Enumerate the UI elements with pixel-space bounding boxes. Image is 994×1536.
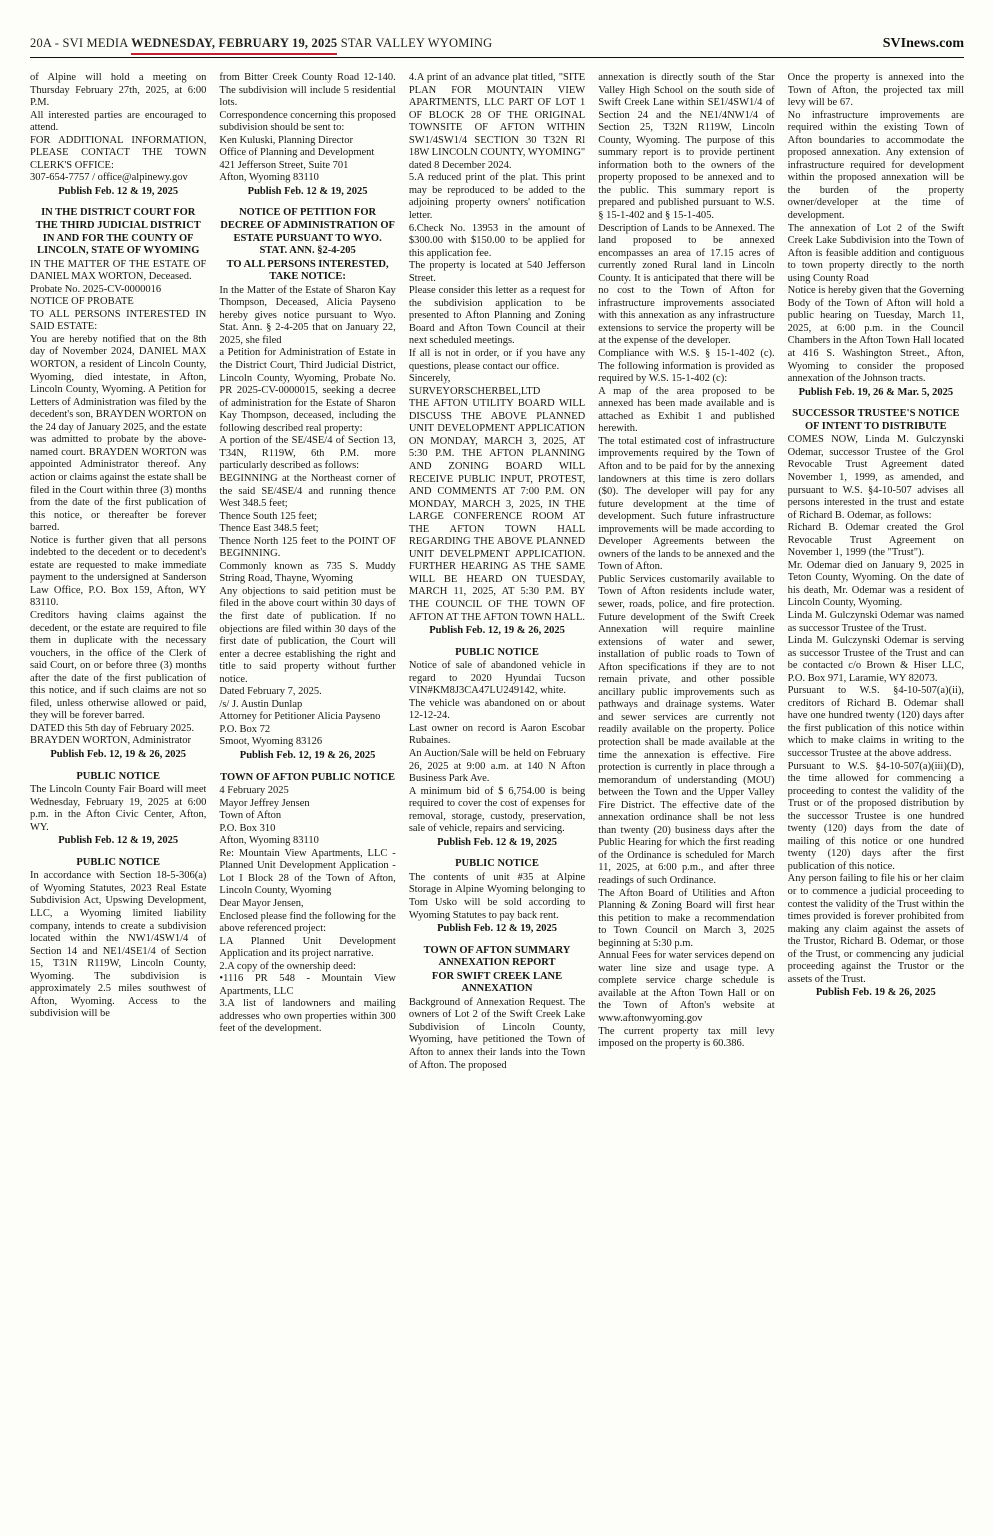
notice-paragraph: Annual Fees for water services depend on water line size and usage type. A complete service charge schedule is available at the Afton Town Hall or on the Town of Afton's website at www.aftonwyoming.gov [598,950,775,1025]
notice-paragraph: TO ALL PERSONS INTERESTED IN SAID ESTATE: [30,308,207,333]
news-column-1 [30,72,206,1490]
publish-line: Publish Feb. 12, 19 & 26, 2025 [50,748,187,760]
news-column-2 [219,72,395,1490]
notice-paragraph: Town of Afton [219,810,282,822]
website-label: SVInews.com [882,36,964,51]
notice-paragraph: The contents of unit #35 at Alpine Storage in Alpine Wyoming belonging to Tom Usko will be sold according to Wyoming Statutes to pay back rent. [408,871,586,921]
publish-line: Publish Feb. 12 & 19, 2025 [58,185,179,197]
notice-paragraph: a Petition for Administration of Estate in the District Court, Third Judicial District, Lincoln County, Wyoming, Probate No. PR 2025-CV-0000015, seeking a decree of administration for the Estate of Sharon Kay Thompson, deceased, including the following described real property: [219,347,396,434]
notice-paragraph: You are hereby notified that on the 8th day of November 2024, DANIEL MAX WORTON, a resident of Lincoln County, Wyoming, died intestate, in Afton, Lincoln County, Wyoming. A Petition for Letters of Administration was filed by the decedent's son, BRAYDEN WORTON on the 24 day of January 2025, and the estate was admitted to probate by the above- named court. BRAYDEN WORTON was appointed Administrator thereof. Any action or claims against the estate shall be filed in the Court within three (3) months from the date of the first publication of this notice, or thereafter be forever barred. [30,333,207,534]
notice-paragraph: Thence North 125 feet to the POINT OF BEGINNING. [219,535,396,560]
notice-paragraph: Creditors having claims against the decedent, or the estate are required to file them in duplicate with the necessary vouchers, in the office of the Clerk of said Court, on or before three (3) months after the date of the first publication of this notice, and if such claims are not so filed, unless otherwise allowed or paid, they will be forever barred. [30,609,207,722]
page-header [0,0,994,57]
notice-paragraph: 3.A list of landowners and mailing addresses who own properties within 300 feet of the development. [219,998,396,1035]
notice-paragraph: Probate No. 2025-CV-0000016 [30,283,162,295]
notice-paragraph: The annexation of Lot 2 of the Swift Creek Lake Subdivision into the Town of Afton is feasible addition and contiguous to town property directly to the north using County Road [787,222,965,284]
notice-paragraph: Afton, Wyoming 83110 [219,172,319,184]
issue-date: WEDNESDAY, FEBRUARY 19, 2025 [131,36,337,55]
publish-line: Publish Feb. 12 & 19, 2025 [247,185,368,197]
notice-paragraph: Background of Annexation Request. The owners of Lot 2 of the Swift Creek Lake Subdivision of Lincoln County, Wyoming, have petitioned the Town of Afton to annex their lands into the Town of Afton. The proposed [408,996,586,1071]
notice-paragraph: Mr. Odemar died on January 9, 2025 in Teton County, Wyoming. On the date of his death, Mr. Odemar was a resident of Lincoln County, Wyoming. [787,559,965,609]
notice-paragraph: annexation is directly south of the Star Valley High School on the south side of Swift Creek Lane within SE1/4SW1/4 of Section 24 and the NE1/4NW1/4 of Section 25, T32N R119W, Lincoln County, Wyoming. The purpose of this summary report is to provide pertinent information both to the owners of the property proposed to be annexed and to the public. This summary report is prepared and published pursuant to W.S. § 15-1-402 and § 15-1-405. [598,72,775,222]
region-label: STAR VALLEY WYOMING [337,36,493,50]
notice-paragraph: The property is located at 540 Jefferson Street. [408,260,586,284]
notice-paragraph: In accordance with Section 18-5-306(a) of Wyoming Statutes, 2023 Real Estate Subdivision Act, Upswing Development, LLC, a Wyoming limited liability company, intends to create a subdivision located within the NW1/4SW1/4 of Section 14 and NE1/4SE1/4 of Section 15, T31N R119W, Lincoln County, Wyoming. The subdivision is approximately 2.5 miles southwest of Afton, Wyoming. Access to the subdivision will be [30,870,207,1020]
publish-line: Publish Feb. 12 & 19, 2025 [437,836,557,848]
notice-heading: TO ALL PERSONS INTERESTED, TAKE NOTICE: [226,258,389,283]
notice-paragraph: Pursuant to W.S. §4-10-507(a)(ii), creditors of Richard B. Odemar shall have one hundred twenty (120) days after the first publication of this notice within which to make claims in writing to the successor Trustee at the above address. [787,685,965,759]
notice-paragraph: P.O. Box 310 [219,822,276,834]
notice-paragraph: Thence South 125 feet; [219,510,318,522]
notice-paragraph: A map of the area proposed to be annexed has been made available and is attached as Exhibit 1 and published herewith. [598,385,775,435]
notice-paragraph: Attorney for Petitioner Alicia Payseno [219,711,381,723]
legal-notices-columns [0,58,994,1490]
notice-paragraph: Compliance with W.S. § 15-1-402 (c). The following information is provided as required by W.S. 15-1-402 (c): [598,348,775,385]
notice-paragraph: A portion of the SE/4SE/4 of Section 13, T34N, R119W, 6th P.M. more particularly described as follows: [219,435,396,472]
notice-heading: TOWN OF AFTON PUBLIC NOTICE [220,771,396,783]
notice-paragraph: Please consider this letter as a request for the subdivision application to be presented to Afton Planning and Zoning Board and Afton Town Council at their next scheduled meetings. [408,285,586,347]
notice-paragraph: NOTICE OF PROBATE [30,296,134,308]
notice-paragraph: of Alpine will hold a meeting on Thursday February 27th, 2025, at 6:00 P.M. [30,72,207,109]
notice-paragraph: •1116 PR 548 - Mountain View Apartments, LLC [219,973,396,997]
publish-line: Publish Feb. 12, 19 & 26, 2025 [239,749,376,761]
notice-paragraph: 5.A reduced print of the plat. This print may be reproduced to be added to the adjoining property owners' notification letter. [408,172,586,222]
notice-paragraph: Richard B. Odemar created the Grol Revocable Trust Agreement on November 1, 1999 (the "Trust"). [787,522,965,559]
notice-paragraph: The current property tax mill levy imposed on the property is 60.386. [598,1025,775,1050]
notice-paragraph: from Bitter Creek County Road 12-140. The subdivision will include 5 residential lots. [219,72,396,109]
news-column-5 [788,72,964,1490]
notice-paragraph: BRAYDEN WORTON, Administrator [30,735,192,747]
notice-paragraph: Pursuant to W.S. §4-10-507(a)(iii)(D), the time allowed for commencing a proceeding to contest the validity of the Trust or of the proposed distribution by the successor Trustee is one hundred twenty (120) days from the date of mailing of this notice or one hundred twenty (120) days after the first publication of this notice. [787,760,965,872]
news-column-4 [598,72,774,1490]
notice-paragraph: All interested parties are encouraged to attend. [30,109,207,134]
notice-paragraph: Any person failing to file his or her claim or to commence a judicial proceeding to contest the validity of the Trust within the times provided is forever prohibited from making any claim against the assets of the Trustor, Richard B. Odemar, or those of the Trust, or commencing any judicial proceeding against the Trustor or the assets of the Trust. [787,873,965,985]
notice-paragraph: Enclosed please find the following for the above referenced project: [219,910,396,935]
page-edition-label: 20A - SVI MEDIA [30,36,132,50]
notice-paragraph: SURVEYORSCHERBEL,LTD [408,385,541,397]
notice-paragraph: Notice is hereby given that the Governing Body of the Town of Afton will hold a public hearing on Tuesday, March 11, 2025, at 6:00 p.m. in the Council Chambers in the Afton Town Hall located at 416 S. Washington Street., Afton, Wyoming to consider the proposed annexation of the Johnson tracts. [787,285,965,385]
notice-paragraph: The Afton Board of Utilities and Afton Planning & Zoning Board will first hear this petition to make a recommendation to Town Council on March 3, 2025 beginning at 5:30 p.m. [598,887,775,949]
notice-paragraph: Dear Mayor Jensen, [219,898,304,909]
notice-paragraph: Correspondence concerning this proposed subdivision should be sent to: [219,109,396,134]
notice-paragraph: In the Matter of the Estate of Sharon Kay Thompson, Deceased, Alicia Payseno hereby gives notice pursuant to Wyo. Stat. Ann. § 2-4-205 that on January 22, 2025, she filed [219,284,396,346]
notice-heading: PUBLIC NOTICE [76,856,161,868]
notice-paragraph: Public Services customarily available to Town of Afton residents include water, sewer, roads, police, and fire protection. Future development of the Swift Creek Annexation will require mainline extensions of water and sewer, installation of public roads to Town of Afton specifications if they are to not remain private, and other possible ancillary public improvements such as pathways and drainage systems. Water and sewer services are currently not readily available on the property. Police protection shall be made available at the time the annexation is effective. Fire protection is currently in place through a memorandum of understanding (MOU) between the Town and the Upper Valley Fire District. The effective date of the annexation ordinance shall be not less than twenty (20) business days after the Public Hearing for which the first reading of the Ordinance is scheduled for March 11, 2025, at 6:00 p.m., and after three readings of such Ordinance. [598,573,775,886]
publish-line: Publish Feb. 19, 26 & Mar. 5, 2025 [798,386,954,398]
notice-paragraph: The total estimated cost of infrastructure improvements required by the Town of Afton and to be paid for by the annexing landowners at this time is zero dollars ($0). The developer will pay for any future development at the time of development. Such future infrastructure improvements will be made according to Developer Agreements between the owners of the lands to be annexed and the Town of Afton. [598,435,775,573]
notice-heading: SUCCESSOR TRUSTEE'S NOTICE OF INTENT TO DISTRIBUTE [792,408,960,432]
publish-line: Publish Feb. 12 & 19, 2025 [437,923,557,935]
notice-paragraph: The vehicle was abandoned on or about 12-12-24. [408,697,586,722]
notice-paragraph: FOR ADDITIONAL INFORMATION, PLEASE CONTACT THE TOWN CLERK'S OFFICE: [30,134,207,171]
notice-paragraph: COMES NOW, Linda M. Gulczynski Odemar, successor Trustee of the Grol Revocable Trust Agreement dated November 1, 1999, as amended, and pursuant to W.S. §4-10-507 advises all persons interested in the trust and estate of Richard B. Odemar, as follows: [787,434,965,521]
notice-paragraph: 6.Check No. 13953 in the amount of $300.00 with $150.00 to be applied for this application fee. [408,222,586,259]
notice-paragraph: Description of Lands to be Annexed. The land proposed to be annexed encompasses an area of 17.15 acres of currently zoned Rural land in Lincoln County. It is anticipated that there will be no cost to the Town of Afton for infrastructure improvements associated with this annexation as any infrastructure extensions to service the property will be at the expense of the developer. [598,222,775,347]
notice-paragraph: 421 Jefferson Street, Suite 701 [219,159,349,171]
notice-paragraph: Commonly known as 735 S. Muddy String Road, Thayne, Wyoming [219,560,396,585]
notice-heading: PUBLIC NOTICE [455,858,539,870]
notice-paragraph: Mayor Jeffrey Jensen [219,797,310,809]
notice-paragraph: LA Planned Unit Development Application and its project narrative. [219,935,396,960]
notice-paragraph: Dated February 7, 2025. [219,686,322,698]
notice-heading: PUBLIC NOTICE [455,646,539,658]
folio-line [30,36,492,51]
notice-paragraph: 4.A print of an advance plat titled, "SITE PLAN FOR MOUNTAIN VIEW APARTMENTS, LLC PART OF LOT 1 OF BLOCK 28 OF THE ORIGINAL TOWNSITE OF AFTON WITHIN SW1/4SW1/4 SECTION 30 T32N Rl 18W LINCOLN COUNTY, WYOMING" dated 8 December 2024. [408,72,586,171]
notice-paragraph: Notice is further given that all persons indebted to the decedent or to decedent's estate are requested to make immediate payment to the undersigned at Sanderson Law Office, P.O. Box 159, Afton, WY 83110. [30,534,207,609]
notice-paragraph: Notice of sale of abandoned vehicle in regard to 2020 Hyundai Tucson VIN#KM8J3CA47LU249142, white. [408,660,586,697]
notice-heading: NOTICE OF PETITION FOR DECREE OF ADMINISTRATION OF ESTATE PURSUANT TO WYO. STAT. ANN. §2-4-205 [220,207,395,257]
notice-paragraph: An Auction/Sale will be held on February 26, 2025 at 9:00 a.m. at 140 N Afton Business Park Ave. [408,747,586,785]
notice-paragraph: 307-654-7757 / office@alpinewy.gov [30,172,188,184]
notice-paragraph: Afton, Wyoming 83110 [219,835,319,847]
notice-paragraph: DATED this 5th day of February 2025. [30,722,195,734]
notice-paragraph: BEGINNING at the Northeast corner of the said SE/4SE/4 and running thence West 348.5 feet; [219,472,396,510]
notice-paragraph: If all is not in order, or if you have any questions, please contact our office. [408,348,586,372]
notice-paragraph: Once the property is annexed into the Town of Afton, the projected tax mill levy will be 67. [787,72,965,109]
notice-paragraph: Office of Planning and Development [219,147,375,159]
publish-line: Publish Feb. 12 & 19, 2025 [58,835,179,847]
news-column-3 [409,72,585,1490]
notice-paragraph: Linda M. Gulczynski Odemar was named as successor Trustee of the Trust. [787,609,965,634]
notice-paragraph: THE AFTON UTILITY BOARD WILL DISCUSS THE ABOVE PLANNED UNIT DEVELOPMENT APPLICATION ON MONDAY, MARCH 3, 2025, AT 5:30 P.M. THE AFTON PLANNING AND ZONING BOARD WILL RECEIVE PUBLIC INPUT, PROTEST, AND COMMENTS AT 7:00 P.M. ON MONDAY, MARCH 3, 2025, IN THE LARGE CONFERENCE ROOM AT THE AFTON TOWN HALL REGARDING THE ABOVE PLANNED UNIT DEVELPMENT APPLICATION. FURTHER HEARING AS THE SAME WILL BE HEARD ON TUESDAY, MARCH 11, 2025, AT 5:30 P.M. BY THE COUNCIL OF THE TOWN OF AFTON AT THE AFTON TOWN HALL. [408,398,586,623]
notice-paragraph: 4 February 2025 [219,785,289,797]
notice-paragraph: Thence East 348.5 feet; [219,523,319,535]
notice-paragraph: The Lincoln County Fair Board will meet Wednesday, February 19, 2025 at 6:00 p.m. in the Afton Civic Center, Afton, WY. [30,784,207,833]
notice-heading: IN THE DISTRICT COURT FOR THE THIRD JUDICIAL DISTRICT IN AND FOR THE COUNTY OF LINCOLN, STATE OF WYOMING [35,207,201,257]
notice-paragraph: Smoot, Wyoming 83126 [219,736,323,748]
notice-paragraph: A minimum bid of $ 6,754.00 is being required to cover the cost of expenses for removal, storage, custody, preservation, sale of vehicle, repairs and servicing. [408,785,586,835]
notice-paragraph: Last owner on record is Aaron Escobar Rubaines. [408,722,586,747]
notice-paragraph: /s/ J. Austin Dunlap [219,698,303,710]
notice-heading: TOWN OF AFTON SUMMARY ANNEXATION REPORT [423,944,571,969]
notice-heading: FOR SWIFT CREEK LANE ANNEXATION [431,970,563,995]
notice-paragraph: P.O. Box 72 [219,723,271,735]
notice-paragraph: Ken Kuluski, Planning Director [219,134,353,146]
notice-paragraph: IN THE MATTER OF THE ESTATE OF DANIEL MAX WORTON, Deceased. [30,258,207,283]
publish-line: Publish Feb. 19 & 26, 2025 [815,987,936,999]
notice-paragraph: 2.A copy of the ownership deed: [219,960,356,972]
notice-heading: PUBLIC NOTICE [76,770,161,782]
notice-paragraph: Re: Mountain View Apartments, LLC - Planned Unit Development Application - Lot I Block 28 of the Town of Afton, Lincoln County, Wyoming [219,847,396,897]
notice-paragraph: Linda M. Gulczynski Odemar is serving as successor Trustee of the Trust and can be contacted c/o Brown & Hiser LLC, P.O. Box 971, Laramie, WY 82073. [787,635,965,684]
notice-paragraph: Any objections to said petition must be filed in the above court within 30 days of the first date of publication. If no objections are filed within 30 days of the first date of publication, the Court will enter a decree establishing the right and title to said property without further notice. [219,585,396,685]
publish-line: Publish Feb. 12, 19 & 26, 2025 [429,625,565,637]
notice-paragraph: Sincerely, [408,373,451,385]
notice-paragraph: No infrastructure improvements are required within the existing Town of Afton boundaries to accommodate the proposed annexation. Any extension of infrastructure required for development within the proposed annexation will be the burden of the property owner/developer at the time of development. [787,109,965,222]
